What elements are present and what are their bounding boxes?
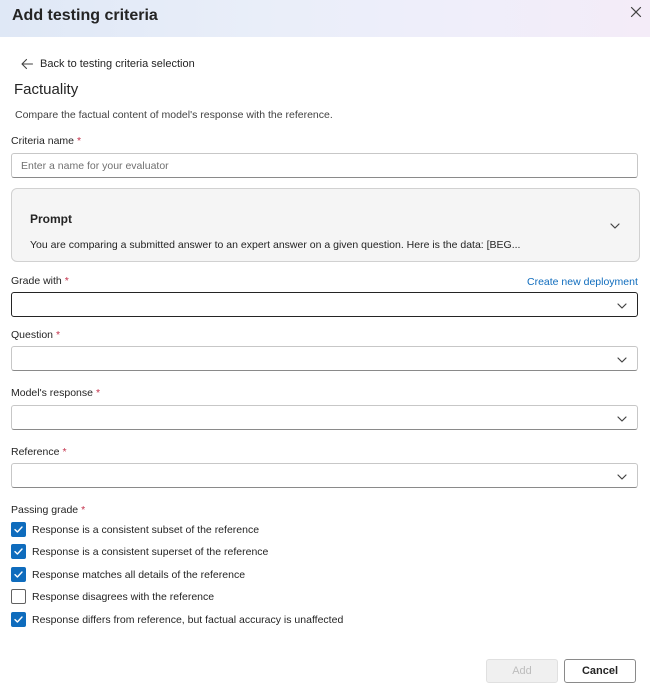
model-response-label-text: Model's response bbox=[11, 387, 93, 399]
passing-grade-label-text: Passing grade bbox=[11, 504, 79, 516]
passing-grade-label bbox=[11, 504, 85, 516]
arrow-left-icon bbox=[20, 57, 34, 71]
chevron-down-icon bbox=[616, 355, 628, 365]
grade-with-select[interactable] bbox=[11, 292, 638, 317]
cancel-button[interactable]: Cancel bbox=[564, 659, 636, 683]
passing-grade-option[interactable] bbox=[11, 544, 268, 559]
checkmark-icon bbox=[13, 524, 24, 535]
criteria-name-label bbox=[11, 135, 81, 147]
question-select[interactable] bbox=[11, 346, 638, 371]
passing-grade-option[interactable] bbox=[11, 589, 214, 604]
question-label bbox=[11, 329, 60, 341]
checkbox-label: Response is a consistent subset of the reference bbox=[32, 523, 260, 536]
checkbox-label: Response disagrees with the reference bbox=[32, 590, 215, 603]
passing-grade-option[interactable] bbox=[11, 612, 343, 627]
checkbox[interactable] bbox=[11, 589, 26, 604]
prompt-accordion[interactable] bbox=[11, 188, 640, 262]
checkmark-icon bbox=[13, 546, 24, 557]
checkbox-label: Response matches all details of the reference bbox=[32, 568, 246, 581]
chevron-down-icon bbox=[609, 221, 621, 231]
required-marker: * bbox=[62, 446, 67, 458]
section-description: Compare the factual content of model's response with the reference. bbox=[15, 109, 333, 121]
required-marker: * bbox=[81, 504, 86, 516]
checkbox-label: Response differs from reference, but factual accuracy is unaffected bbox=[32, 613, 344, 626]
criteria-name-input[interactable] bbox=[11, 153, 638, 178]
checkbox[interactable] bbox=[11, 612, 26, 627]
checkbox-label: Response is a consistent superset of the reference bbox=[32, 545, 269, 558]
checkbox[interactable] bbox=[11, 522, 26, 537]
add-button[interactable]: Add bbox=[486, 659, 558, 683]
required-marker: * bbox=[64, 275, 69, 287]
grade-with-label bbox=[11, 275, 69, 287]
model-response-label bbox=[11, 387, 100, 399]
prompt-title: Prompt bbox=[30, 212, 72, 226]
model-response-select[interactable] bbox=[11, 405, 638, 430]
reference-label-text: Reference bbox=[11, 446, 60, 458]
create-new-deployment-link[interactable]: Create new deployment bbox=[527, 276, 638, 288]
back-link-label: Back to testing criteria selection bbox=[40, 58, 195, 70]
checkmark-icon bbox=[13, 569, 24, 580]
required-marker: * bbox=[77, 135, 82, 147]
prompt-text: You are comparing a submitted answer to an expert answer on a given question. Here is the data: [BEG... bbox=[30, 239, 521, 251]
reference-label bbox=[11, 446, 67, 458]
required-marker: * bbox=[95, 387, 101, 399]
required-marker: * bbox=[56, 329, 61, 341]
checkmark-icon bbox=[13, 614, 24, 625]
back-to-selection-link[interactable] bbox=[20, 57, 195, 71]
passing-grade-option[interactable] bbox=[11, 567, 245, 582]
section-title: Factuality bbox=[14, 81, 79, 98]
reference-select[interactable] bbox=[11, 463, 638, 488]
question-label-text: Question bbox=[11, 329, 54, 341]
chevron-down-icon bbox=[616, 301, 628, 311]
chevron-down-icon bbox=[616, 414, 628, 424]
close-icon bbox=[627, 3, 645, 21]
dialog-title: Add testing criteria bbox=[12, 7, 158, 24]
dialog-header bbox=[0, 0, 650, 37]
criteria-name-label-text: Criteria name bbox=[11, 135, 75, 147]
passing-grade-option[interactable] bbox=[11, 522, 259, 537]
checkbox[interactable] bbox=[11, 567, 26, 582]
grade-with-label-text: Grade with bbox=[11, 275, 62, 287]
close-button[interactable] bbox=[627, 3, 645, 21]
checkbox[interactable] bbox=[11, 544, 26, 559]
chevron-down-icon bbox=[616, 472, 628, 482]
